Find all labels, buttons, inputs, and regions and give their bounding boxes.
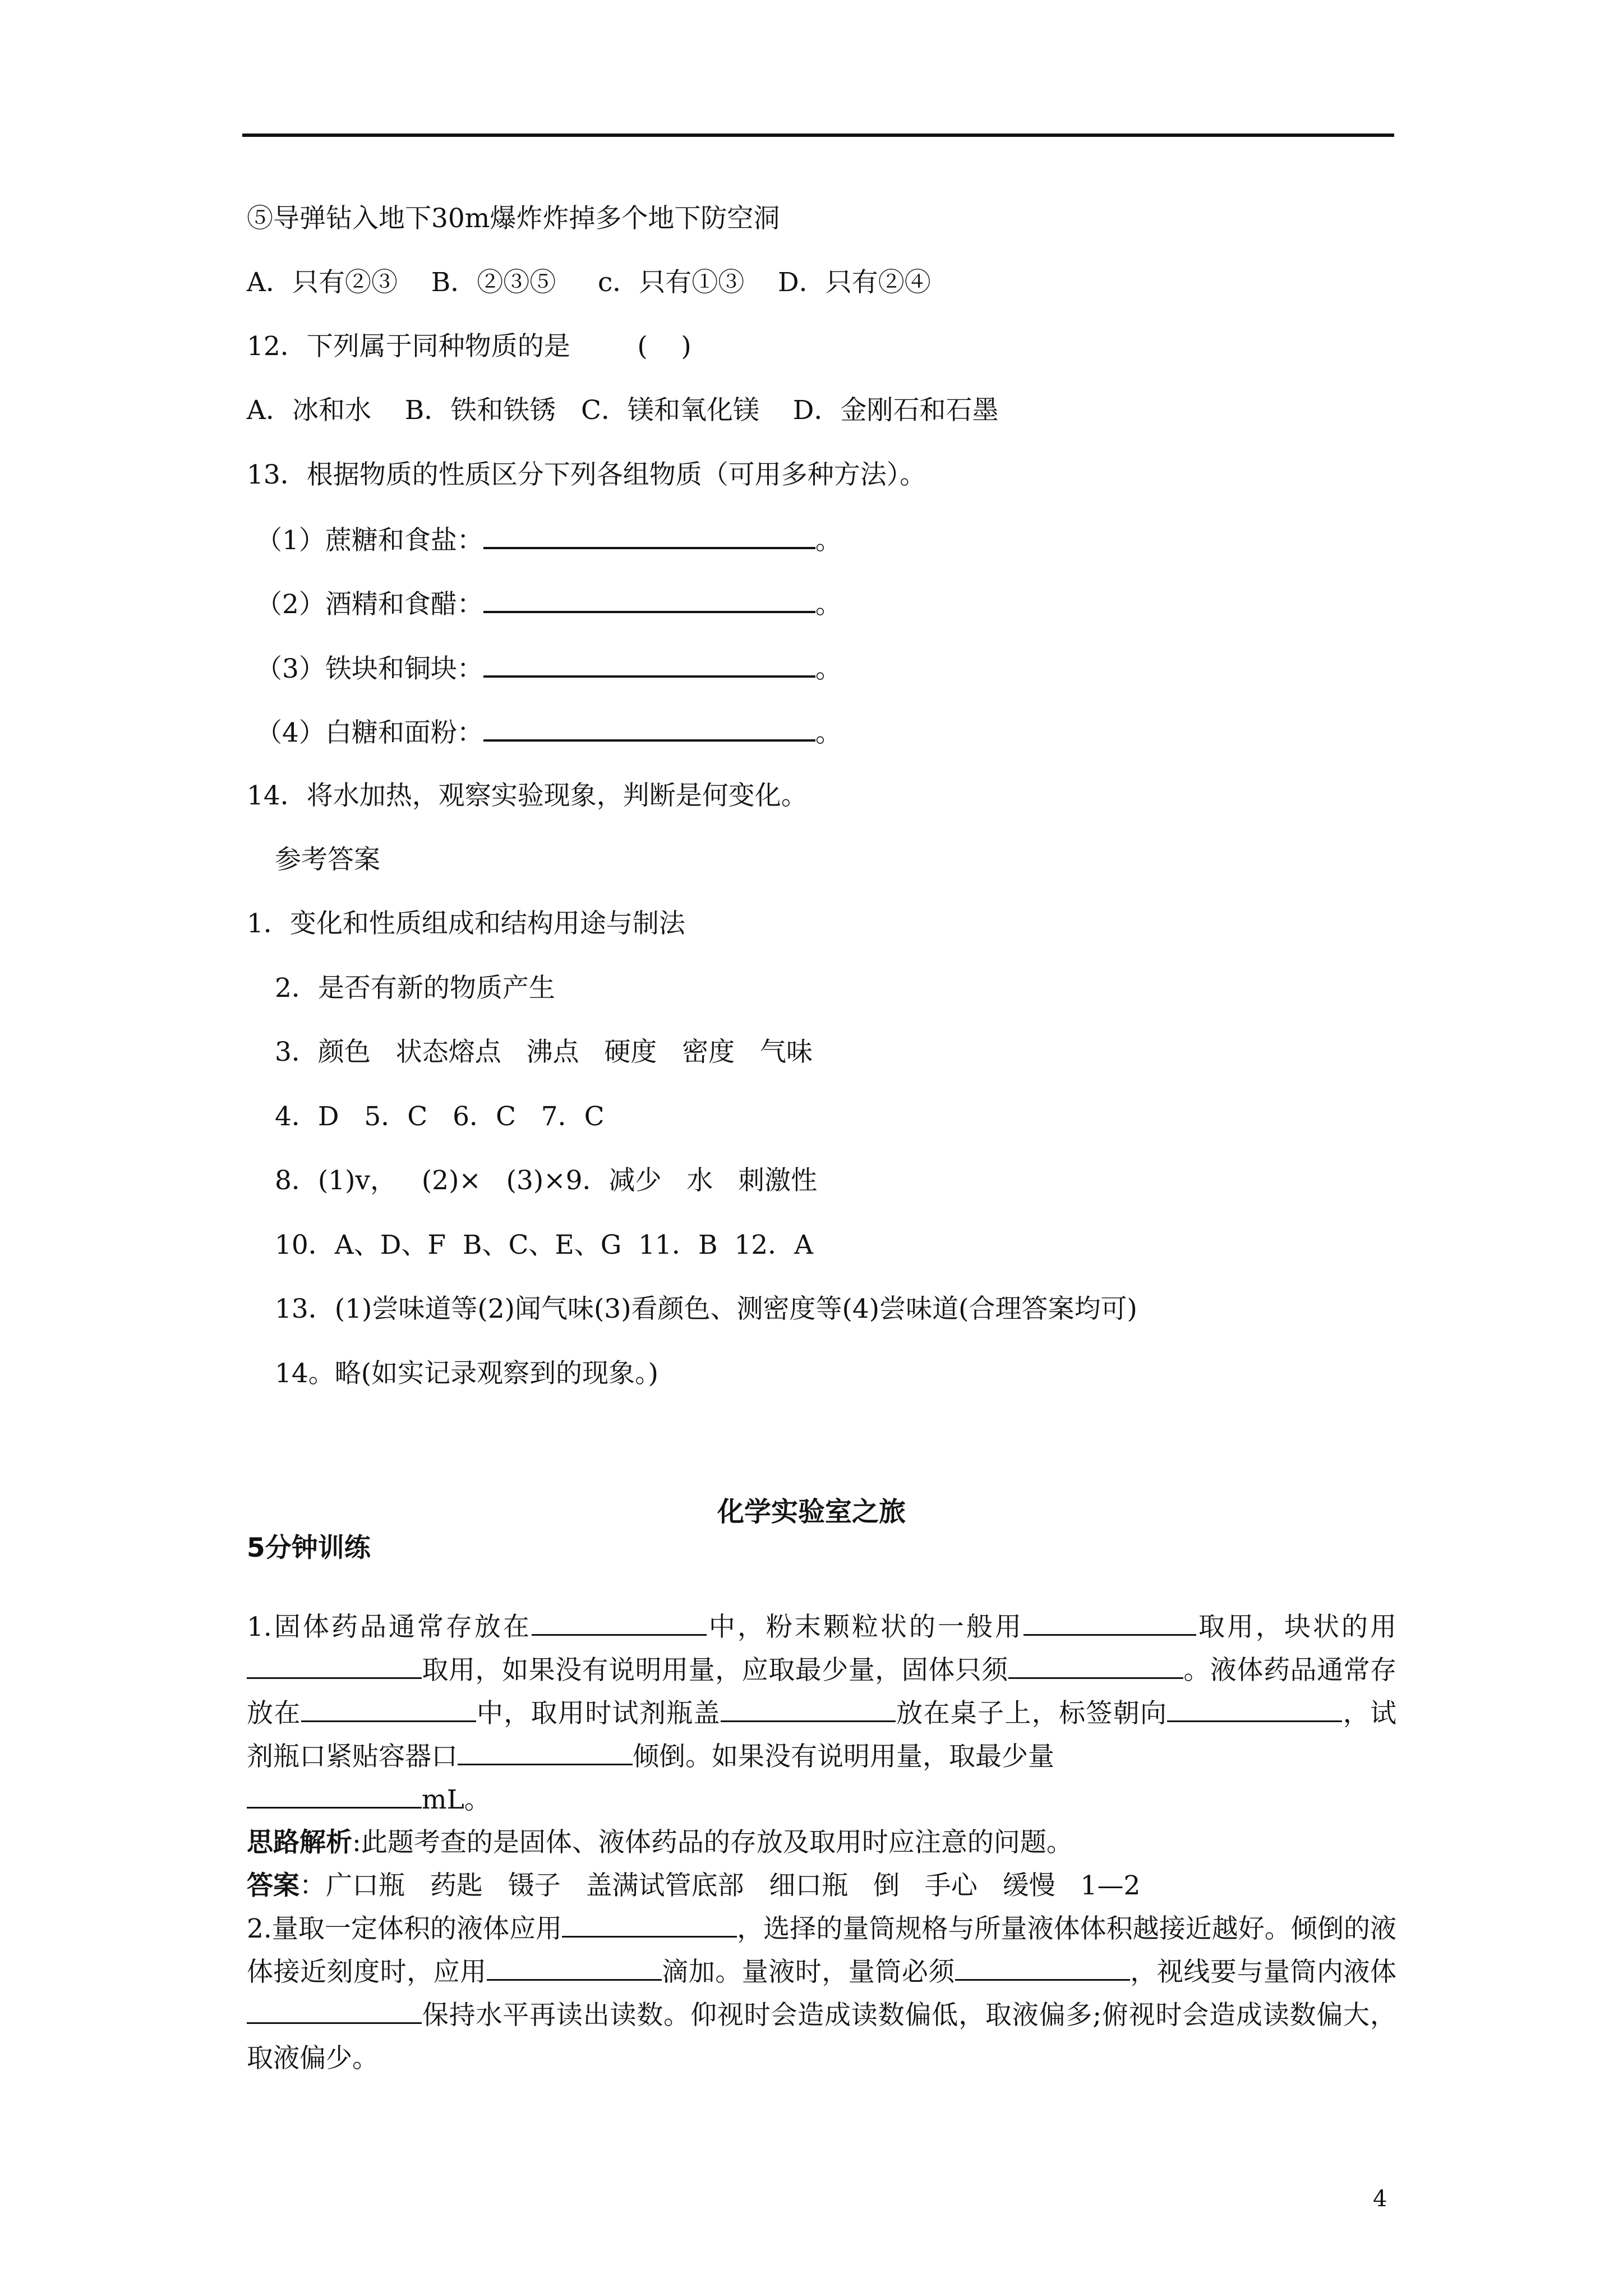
answer-line-8: 14。略(如实记录观察到的现象。) — [275, 1358, 658, 1389]
q11-item5: ⑤导弹钻入地下30m爆炸炸掉多个地下防空洞 — [247, 203, 780, 234]
header-rule — [242, 134, 1394, 137]
page-number: 4 — [1373, 2186, 1387, 2212]
answer-line-6: 10．A、D、F B、C、E、G 11．B 12．A — [275, 1230, 814, 1260]
q13-item-3: （3）铁块和铜块： 。 — [256, 651, 842, 686]
answer-blank — [483, 651, 815, 678]
question-1-paragraph: 1.固体药品通常存放在 中，粉末颗粒状的一般用 取用，块状的用取用，如果没有说明用量，应取最少量，固体只须 。液体药品通常存放在 中，取用时试剂瓶盖 放在桌子上，标签朝向 ，试剂瓶口紧贴容器口 倾倒。如果没有说明用量，取最少量 mL。 — [247, 1605, 1396, 1821]
answers-title: 参考答案 — [275, 844, 380, 875]
q12-stem: 12．下列属于同种物质的是 ( ) — [247, 331, 691, 362]
answer-1-line: 答案：广口瓶 药匙 镊子 盖满试管底部 细口瓶 倒 手心 缓慢 1—2 — [247, 1870, 1141, 1901]
question-2-paragraph: 2.量取一定体积的液体应用 ，选择的量筒规格与所量液体体积越接近越好。倾倒的液体接近刻度时，应用 滴加。量液时，量筒必须 ，视线要与量筒内液体保持水平再读出读数。仰视时会造成读数偏低，取液偏多;俯视时会造成读数偏大，取液偏少。 — [247, 1907, 1396, 2080]
answer-blank — [483, 586, 815, 613]
answer-line-1: 1．变化和性质组成和结构用途与制法 — [247, 908, 685, 939]
analysis-line: 思路解析:此题考查的是固体、液体药品的存放及取用时应注意的问题。 — [247, 1827, 1073, 1858]
analysis-label: 思路解析 — [247, 1827, 352, 1858]
answer-line-4: 4．D 5．C 6．C 7．C — [275, 1101, 605, 1132]
q11-options: A．只有②③ B．②③⑤ c．只有①③ D．只有②④ — [247, 267, 931, 298]
q14: 14．将水加热，观察实验现象，判断是何变化。 — [247, 780, 808, 811]
answer-blank — [483, 522, 815, 549]
section-title: 化学实验室之旅 — [717, 1496, 906, 1527]
q13-item-1: （1）蔗糖和食盐： 。 — [256, 522, 842, 558]
q12-options: A．冰和水 B．铁和铁锈 C．镁和氧化镁 D．金刚石和石墨 — [247, 395, 999, 426]
answer-line-5: 8．(1)v， (2)× (3)×9．减少 水 刺激性 — [275, 1165, 818, 1196]
answer-line-3: 3．颜色 状态熔点 沸点 硬度 密度 气味 — [275, 1037, 813, 1068]
answer-label: 答案 — [247, 1870, 299, 1901]
q13-stem: 13．根据物质的性质区分下列各组物质（可用多种方法）。 — [247, 459, 926, 490]
answer-line-2: 2．是否有新的物质产生 — [275, 973, 555, 1004]
answer-line-7: 13．(1)尝味道等(2)闻气味(3)看颜色、测密度等(4)尝味道(合理答案均可) — [275, 1294, 1137, 1324]
q13-item-2: （2）酒精和食醋： 。 — [256, 586, 842, 622]
q13-item-4: （4）白糖和面粉： 。 — [256, 715, 842, 750]
answer-blank — [483, 715, 815, 742]
section-subtitle: 5分钟训练 — [247, 1533, 371, 1563]
